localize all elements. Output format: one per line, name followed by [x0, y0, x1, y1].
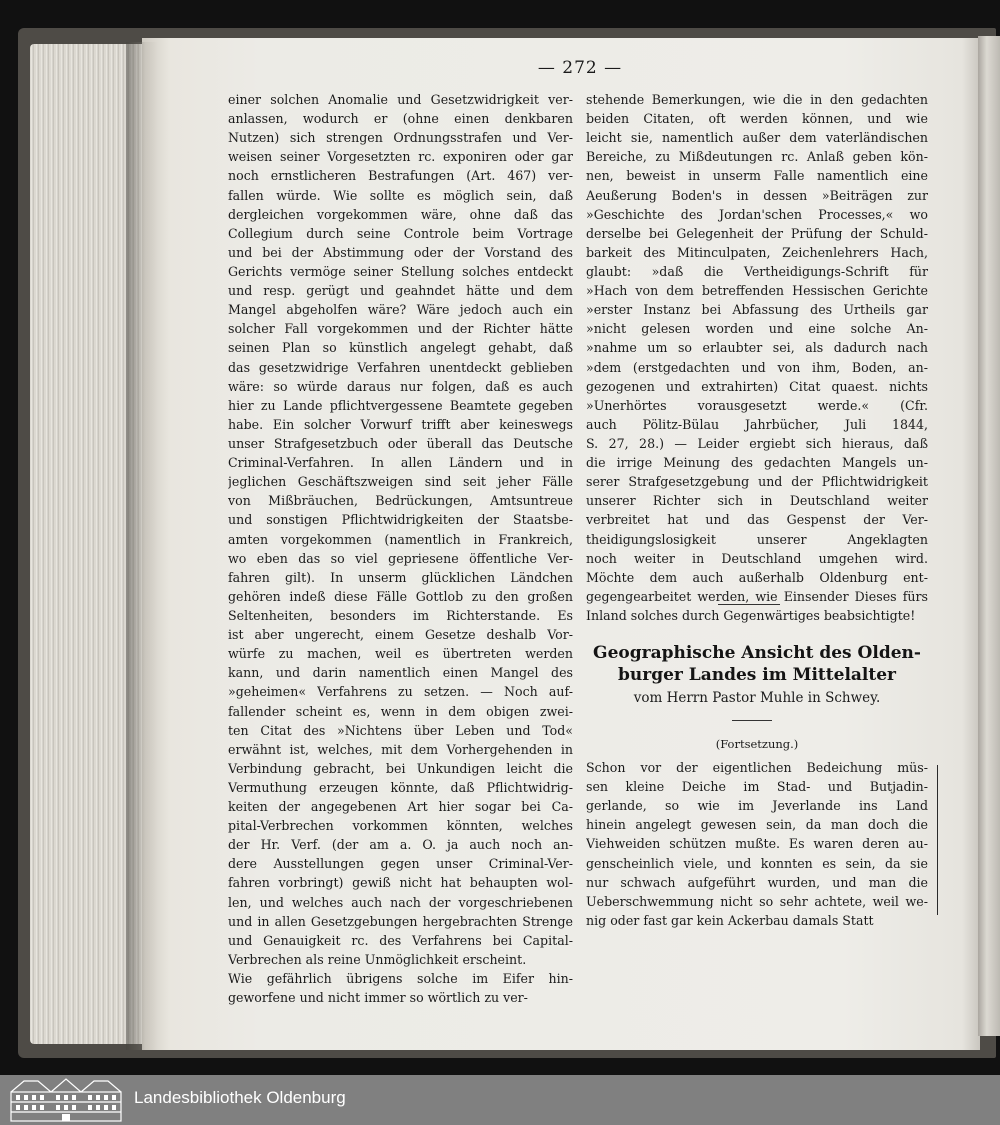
- text-line: stehende Bemerkungen, wie die in den gedachten: [586, 92, 928, 107]
- text-line: würfe zu machen, weil es übertreten werden: [228, 646, 573, 662]
- text-line: gezogenen und extrahirten) Citat quaest. nichts: [586, 378, 928, 394]
- text-line: leicht sie, namentlich außer dem vaterländischen: [586, 130, 928, 146]
- text-line: Collegium durch seine Controle beim Vortrage: [228, 225, 573, 241]
- text-line: Inland solches durch Gegenwärtiges beabsichtigte!: [586, 607, 916, 623]
- text-line: auch Pölitz-Bülau Jahrbücher, Juli 1844,: [586, 416, 928, 432]
- text-line: genscheinlich viele, und konnten es sein, da sie: [586, 855, 928, 871]
- text-line: das gesetzwidrige Verfahren unentdeckt geblieben: [228, 359, 573, 375]
- text-line: »geheimen« Verfahrens zu setzen. — Noch auf-: [228, 684, 573, 700]
- text-line: theidigungslosigkeit unserer Angeklagten: [586, 531, 928, 547]
- library-building-logo-icon: [10, 1078, 122, 1122]
- text-line: dere Ausstellungen gegen unser Criminal-Ver-: [228, 856, 573, 872]
- text-line: gegengearbeitet werden, wie Einsender Dieses fürs: [586, 588, 928, 604]
- text-line: kann, und darin namentlich einen Mangel des: [228, 665, 573, 681]
- text-line: Mangel abgeholfen wäre? Wäre jedoch auch ein: [228, 302, 573, 318]
- text-line: Viehweiden schützen mußte. Es waren deren au-: [586, 836, 928, 852]
- text-line: der Hr. Verf. (der am a. O. ja auch noch an-: [228, 837, 573, 853]
- text-line: len, und welches auch nach der vorgeschriebenen: [228, 894, 573, 910]
- text-line: nig oder fast gar kein Ackerbau damals Statt: [586, 912, 874, 928]
- section-divider: [718, 604, 780, 605]
- text-line: »Hach von dem betreffenden Hessischen Gerichte: [586, 283, 928, 299]
- text-line: barkeit des Mitinculpaten, Zeichenlehrers Hach,: [586, 244, 928, 260]
- text-line: beiden Citaten, oft werden können, und wie: [586, 111, 928, 127]
- text-line: einer solchen Anomalie und Gesetzwidrigkeit ver-: [228, 92, 573, 107]
- text-line: erwähnt ist, welches, mit dem Vorhergehenden in: [228, 741, 573, 757]
- text-line: fahren gilt). In unserm glücklichen Ländchen: [228, 569, 573, 585]
- right-text-column-top: [586, 90, 928, 625]
- text-line: und resp. gerügt und geahndet hätte und dem: [228, 283, 573, 299]
- text-line: ist aber ungerecht, einem Gesetze deshalb Vor-: [228, 627, 573, 643]
- text-line: ten Citat des »Nichtens über Leben und Tod«: [228, 722, 573, 738]
- text-line: Bereiche, zu Mißdeutungen rc. Anlaß geben kön-: [586, 149, 928, 165]
- text-line: Criminal-Verfahren. In allen Ländern und in: [228, 455, 573, 471]
- text-line: und bei der Abstimmung oder der Vorstand des: [228, 244, 573, 260]
- text-line: noch weiter in Deutschland umgehen wird.: [586, 550, 928, 566]
- text-line: verbreitet hat und das Gespenst der Ver-: [586, 512, 928, 528]
- section-title-line: burger Landes im Mittelalter: [617, 665, 897, 685]
- text-line: derselbe bei Gelegenheit der Prüfung der Schuld-: [586, 225, 928, 241]
- text-line: Vermuthung erzeugen könnte, daß Pflichtwidrig-: [228, 779, 573, 795]
- continuation-note: (Fortsetzung.): [715, 737, 799, 751]
- text-line: pital-Verbrechen vorkommen könnten, welches: [228, 818, 573, 834]
- spine-shadow: [126, 42, 158, 1050]
- text-line: »Geschichte des Jordan'schen Processes,« wo: [586, 206, 928, 222]
- text-line: Aeußerung Boden's in dessen »Beiträgen zur: [586, 187, 928, 203]
- text-line: serer Strafgesetzgebung und der Pflichtwidrigkeit: [586, 474, 928, 490]
- text-line: geworfene und nicht immer so wörtlich zu ver-: [228, 990, 528, 1006]
- library-name: Landesbibliothek Oldenburg: [134, 1088, 346, 1107]
- text-line: dergleichen vorgekommen wäre, ohne daß das: [228, 206, 573, 222]
- text-line: die irrige Meinung des gedachten Mangels un-: [586, 455, 928, 471]
- text-line: hinein angelegt gewesen sein, da man doch die: [586, 817, 928, 833]
- text-line: wo eben das so viel gepriesene öffentliche Ver-: [228, 550, 573, 566]
- text-line: Nutzen) sich strengen Ordnungsstrafen und Ver-: [228, 130, 573, 146]
- text-line: nen, beweist in unserm Falle namentlich eine: [586, 168, 928, 184]
- text-line: habe. Ein solcher Vorwurf trifft aber keineswegs: [228, 416, 573, 432]
- text-line: Gerichts vermöge seiner Stellung solches entdeckt: [228, 263, 573, 279]
- text-line: »nicht gelesen worden und eine solche An-: [586, 321, 928, 337]
- text-line: Verbindung gebracht, bei Unkundigen leicht die: [228, 760, 573, 776]
- text-line: solcher Fall vorgekommen und der Richter hätte: [228, 321, 573, 337]
- text-line: gehören indeß diese Fälle Gottlob zu den großen: [228, 588, 573, 604]
- text-line: Seltenheiten, besonders im Richterstande. Es: [228, 607, 573, 623]
- text-line: »erster Instanz bei Abfassung des Urtheils gar: [586, 302, 928, 318]
- text-line: fallen würde. Wie sollte es möglich sein, daß: [228, 187, 573, 203]
- text-line: Ueberschwemmung nicht so sehr achtete, weil we-: [586, 893, 928, 909]
- text-line: und Genauigkeit rc. des Verfahrens bei Capital-: [228, 932, 573, 948]
- text-line: fallender scheint es, wenn in dem obigen zwei-: [228, 703, 573, 719]
- text-line: nur schwach aufgeführt wurden, und man die: [586, 874, 928, 890]
- page-number: — 272 —: [537, 58, 623, 78]
- text-line: keiten der angegebenen Art hier sogar bei Ca-: [228, 799, 573, 815]
- right-page-edge: [978, 36, 1000, 1036]
- text-line: unserer Richter sich in Deutschland weiter: [586, 493, 928, 509]
- text-line: wäre: so würde daraus nur folgen, daß es auch: [228, 378, 573, 394]
- text-line: Wie gefährlich übrigens solche im Eifer hin-: [228, 971, 573, 987]
- text-line: »dem (erstgedachten und von ihm, Boden, an-: [586, 359, 928, 375]
- column-rule: [937, 765, 938, 915]
- text-line: fahren vorbringt) gewiß nicht hat behaupten wol-: [228, 875, 573, 891]
- text-line: »nahme um so erlaubter sei, als dadurch nach: [586, 340, 928, 356]
- text-line: Verbrechen als reine Unmöglichkeit erscheint.: [228, 951, 527, 967]
- text-line: und sonstigen Pflichtwidrigkeiten der Staatsbe-: [228, 512, 573, 528]
- left-text-column: [228, 90, 573, 1007]
- author-divider: [732, 720, 772, 721]
- text-line: jeglichen Geschäftszweigen sind seit jeher Fälle: [228, 474, 573, 490]
- text-line: hier zu Lande pflichtvergessene Beamtete gegeben: [228, 397, 573, 413]
- text-line: Möchte dem auch außerhalb Oldenburg ent-: [586, 569, 928, 585]
- text-line: amten vorgekommen (namentlich in Frankreich,: [228, 531, 573, 547]
- text-line: von Mißbräuchen, Bedrückungen, Amtsuntreue: [228, 493, 573, 509]
- text-line: und in allen Gesetzgebungen hergebrachten Strenge: [228, 913, 573, 929]
- right-text-column-bottom: [586, 758, 928, 930]
- section-title: [584, 642, 930, 686]
- section-title-line: Geographische Ansicht des Olden-: [593, 643, 921, 663]
- text-line: »Unerhörtes vorausgesetzt werde.« (Cfr.: [586, 397, 928, 413]
- text-line: unser Strafgesetzbuch oder überall das Deutsche: [228, 435, 573, 451]
- text-line: noch ernstlicheren Bestrafungen (Art. 467) ver-: [228, 168, 573, 184]
- text-line: anlassen, wodurch er (ohne einen denkbaren: [228, 111, 573, 127]
- text-line: Schon vor der eigentlichen Bedeichung müs-: [586, 760, 928, 775]
- text-line: S. 27, 28.) — Leider ergiebt sich hieraus, daß: [586, 435, 928, 451]
- section-author: vom Herrn Pastor Muhle in Schwey.: [633, 690, 881, 706]
- text-line: sen kleine Deiche im Stad- und Butjadin-: [586, 779, 928, 795]
- text-line: gerlande, so wie im Jeverlande ins Land: [586, 798, 928, 814]
- text-line: seinen Plan so künstlich angelegt gehabt, daß: [228, 340, 573, 356]
- text-line: weisen seiner Vorgesetzten rc. exponiren oder gar: [228, 149, 573, 165]
- text-line: glaubt: »daß die Vertheidigungs-Schrift für: [586, 263, 928, 279]
